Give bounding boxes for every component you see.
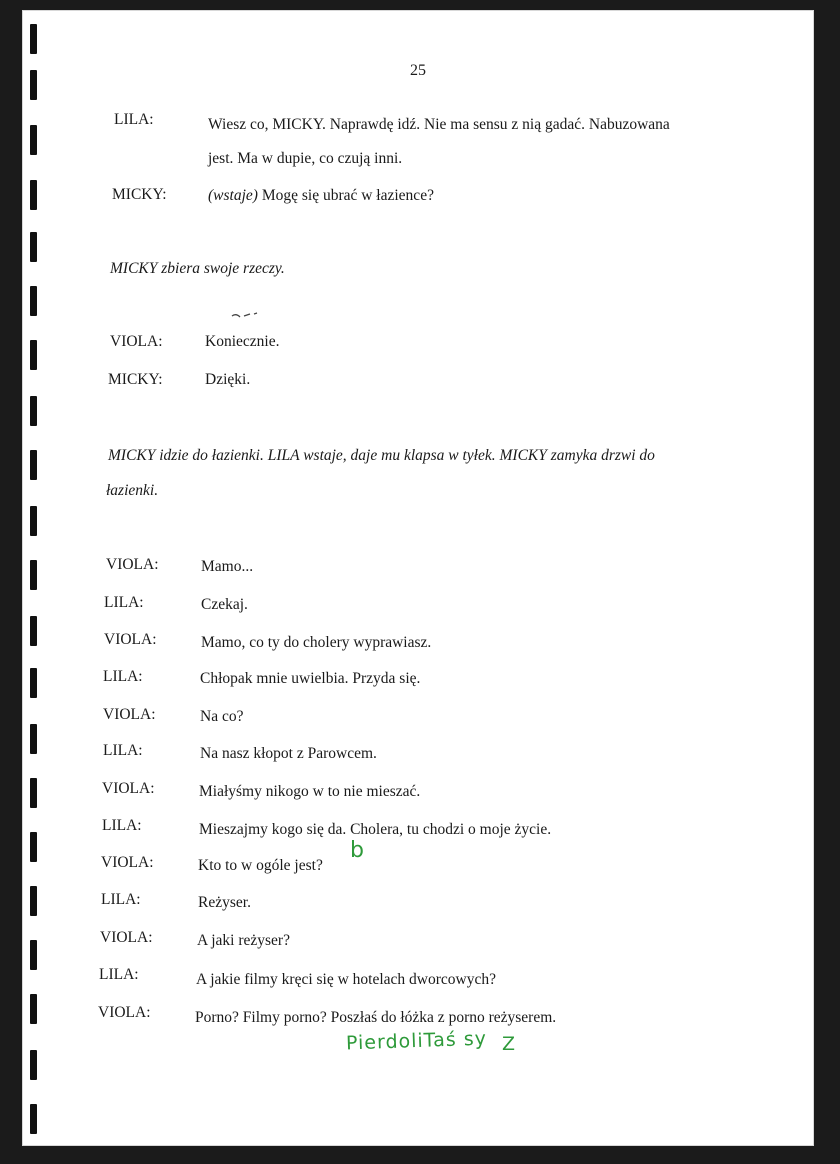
speaker-label: MICKY: [112, 186, 167, 203]
stage-direction: łazienki. [106, 482, 159, 499]
binding-hole [30, 1104, 37, 1134]
speaker-label: LILA: [99, 966, 139, 983]
binding-hole [30, 396, 37, 426]
dialogue-text: Chłopak mnie uwielbia. Przyda się. [200, 670, 421, 687]
binding-hole [30, 778, 37, 808]
handwritten-note: PierdoliTaś sy [345, 1027, 488, 1055]
parenthetical: (wstaje) [208, 187, 258, 204]
dialogue-text: Mogę się ubrać w łazience? [257, 187, 434, 204]
dialogue-text: Miałyśmy nikogo w to nie mieszać. [199, 783, 421, 800]
dialogue-text: A jaki reżyser? [197, 932, 290, 949]
stage-direction: MICKY zbiera swoje rzeczy. [110, 260, 285, 277]
binding-hole [30, 940, 37, 970]
binding-hole [30, 506, 37, 536]
page-number: 25 [410, 62, 426, 79]
speaker-label: LILA: [104, 594, 144, 611]
speaker-label: VIOLA: [100, 929, 153, 946]
binding-hole [30, 70, 37, 100]
dialogue-text: Na nasz kłopot z Parowcem. [200, 745, 377, 762]
speaker-label: LILA: [114, 111, 154, 128]
binding-hole [30, 286, 37, 316]
speaker-label: VIOLA: [106, 556, 159, 573]
binding-hole [30, 994, 37, 1024]
dialogue-text: Kto to w ogóle jest? [198, 857, 323, 874]
speaker-label: VIOLA: [110, 333, 163, 350]
handwritten-mark: Z [502, 1033, 516, 1055]
binding-holes [0, 0, 40, 1164]
binding-hole [30, 560, 37, 590]
dialogue-text: jest. Ma w dupie, co czują inni. [208, 150, 403, 167]
binding-hole [30, 450, 37, 480]
dialogue-text: Reżyser. [198, 894, 251, 911]
stage-direction: MICKY idzie do łazienki. LILA wstaje, daje mu klapsa w tyłek. MICKY zamyka drzwi do [108, 447, 655, 464]
binding-hole [30, 886, 37, 916]
speaker-label: VIOLA: [98, 1004, 151, 1021]
binding-hole [30, 125, 37, 155]
dialogue-text: Koniecznie. [205, 333, 280, 350]
binding-hole [30, 724, 37, 754]
dialogue-text: A jakie filmy kręci się w hotelach dworcowych? [196, 971, 496, 988]
speaker-label: LILA: [101, 891, 141, 908]
speaker-label: LILA: [102, 817, 142, 834]
dialogue-text [208, 187, 434, 205]
speaker-label: VIOLA: [103, 706, 156, 723]
dialogue-text: Mieszajmy kogo się da. Cholera, tu chodzi o moje życie. [199, 821, 552, 838]
dialogue-text: Porno? Filmy porno? Poszłaś do łóżka z porno reżyserem. [195, 1009, 557, 1026]
binding-hole [30, 668, 37, 698]
binding-hole [30, 24, 37, 54]
speaker-label: VIOLA: [101, 854, 154, 871]
dialogue-text: Mamo... [201, 558, 254, 575]
binding-hole [30, 616, 37, 646]
dialogue-text: Dzięki. [205, 371, 251, 388]
speaker-label: VIOLA: [104, 631, 157, 648]
binding-hole [30, 832, 37, 862]
speaker-label: LILA: [103, 742, 143, 759]
scan-smudge [230, 308, 260, 322]
speaker-label: MICKY: [108, 371, 163, 388]
dialogue-text: Wiesz co, MICKY. Naprawdę idź. Nie ma sensu z nią gadać. Nabuzowana [208, 116, 670, 133]
speaker-label: VIOLA: [102, 780, 155, 797]
dialogue-text: Na co? [200, 708, 244, 725]
binding-hole [30, 180, 37, 210]
binding-hole [30, 1050, 37, 1080]
binding-hole [30, 232, 37, 262]
dialogue-text: Mamo, co ty do cholery wyprawiasz. [201, 634, 432, 651]
dialogue-text: Czekaj. [201, 596, 248, 613]
binding-hole [30, 340, 37, 370]
speaker-label: LILA: [103, 668, 143, 685]
handwritten-mark: b [350, 838, 364, 863]
